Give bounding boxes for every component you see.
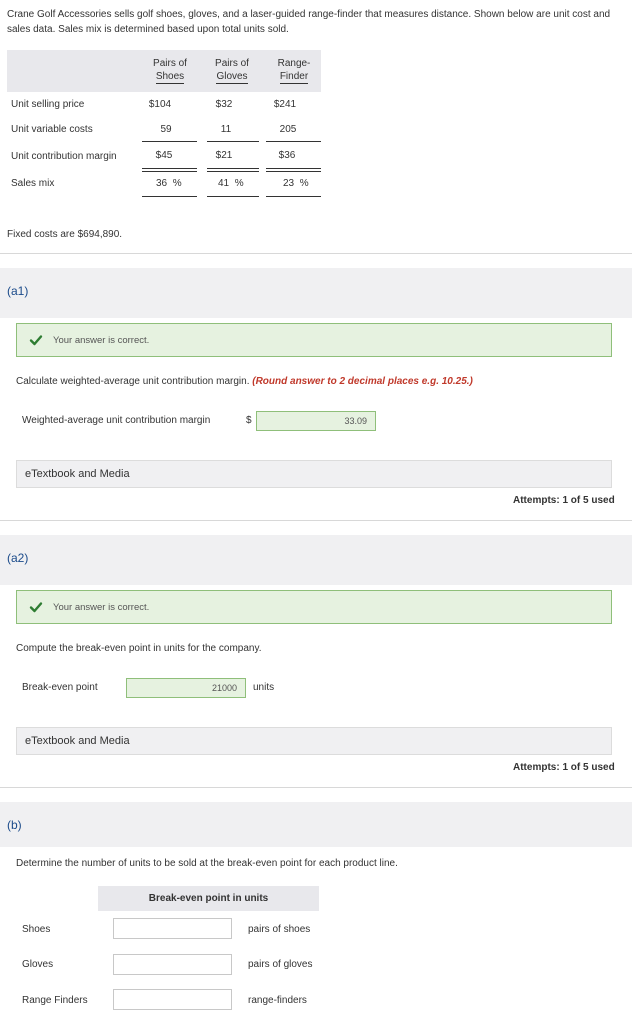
- divider-b-top: [0, 787, 632, 788]
- row-label-price: Unit selling price: [11, 99, 85, 110]
- row-label-mix: Sales mix: [11, 178, 55, 189]
- cell-var-rangefinder: 205: [279, 124, 297, 135]
- cell-mix-shoes: 36 %: [156, 178, 182, 189]
- prompt-a2: Compute the break-even point in units for the company.: [16, 643, 262, 654]
- cell-price-rangefinder: $241: [273, 99, 297, 110]
- divider-a2-top: [0, 520, 632, 521]
- row-label-range-finders: Range Finders: [22, 995, 88, 1006]
- cell-var-shoes: 59: [160, 124, 172, 135]
- underline-var-gloves: [207, 141, 259, 142]
- cell-cm-gloves: $21: [215, 150, 233, 161]
- underline-var-rangefinder: [266, 141, 321, 142]
- correct-message-a2: Your answer is correct.: [53, 602, 150, 613]
- double-rule-cm-shoes: [142, 168, 197, 172]
- attempts-a1: Attempts: 1 of 5 used: [513, 495, 615, 506]
- etextbook-link-a1[interactable]: eTextbook and Media: [16, 460, 612, 488]
- row-label-variable: Unit variable costs: [11, 124, 93, 135]
- fixed-costs-text: Fixed costs are $694,890.: [7, 229, 123, 240]
- section-label-a1: (a1): [7, 284, 29, 298]
- col-header-gloves: Pairs of Gloves: [215, 58, 249, 82]
- divider-a1-top: [0, 253, 632, 254]
- col-header-range-finder: Range- Finder: [277, 58, 311, 82]
- cell-price-gloves: $32: [215, 99, 233, 110]
- correct-banner-a1: [16, 323, 612, 357]
- cell-price-shoes: $104: [148, 99, 172, 110]
- cell-cm-shoes: $45: [155, 150, 173, 161]
- prompt-b: Determine the number of units to be sold at the break-even point for each product line.: [16, 858, 398, 869]
- row-label-cm: Unit contribution margin: [11, 151, 117, 162]
- field-label-wacm: Weighted-average unit contribution margin: [22, 415, 211, 426]
- row-label-shoes: Shoes: [22, 924, 51, 935]
- section-label-a2: (a2): [7, 551, 29, 565]
- bep-input[interactable]: 21000: [126, 678, 246, 698]
- gloves-input[interactable]: [113, 954, 232, 975]
- double-rule-cm-gloves: [207, 168, 259, 172]
- cell-var-gloves: 11: [220, 124, 232, 135]
- check-icon: [29, 600, 43, 614]
- shoes-input[interactable]: [113, 918, 232, 939]
- bep-unit: units: [253, 682, 275, 693]
- etextbook-link-a2[interactable]: eTextbook and Media: [16, 727, 612, 755]
- range-finders-input[interactable]: [113, 989, 232, 1010]
- cell-mix-gloves: 41 %: [218, 178, 244, 189]
- underline-mix-rangefinder: [266, 196, 321, 197]
- section-label-b: (b): [7, 818, 22, 832]
- currency-symbol: $: [246, 415, 252, 426]
- correct-banner-a2: [16, 590, 612, 624]
- col-header-shoes: Pairs of Shoes: [153, 58, 187, 82]
- field-label-bep: Break-even point: [22, 682, 98, 693]
- underline-mix-shoes: [142, 196, 197, 197]
- cell-cm-rangefinder: $36: [278, 150, 296, 161]
- check-icon: [29, 333, 43, 347]
- attempts-a2: Attempts: 1 of 5 used: [513, 762, 615, 773]
- correct-message-a1: Your answer is correct.: [53, 335, 150, 346]
- prompt-a1: Calculate weighted-average unit contribution margin. (Round answer to 2 decimal places e.g. 10.25.): [16, 376, 473, 387]
- row-label-gloves: Gloves: [22, 959, 54, 970]
- bep-units-header: Break-even point in units: [98, 886, 319, 911]
- problem-intro: Crane Golf Accessories sells golf shoes, gloves, and a laser-guided range-finder that measures distance. Shown below are unit cost and sales data. Sales mix is determined based upon total units sold.: [7, 9, 611, 35]
- underline-var-shoes: [142, 141, 197, 142]
- section-b-band: [0, 802, 632, 847]
- section-a1-band: [0, 268, 632, 318]
- section-a2-band: [0, 535, 632, 585]
- double-rule-cm-rangefinder: [266, 168, 321, 172]
- range-finders-unit: range-finders: [248, 995, 307, 1006]
- underline-mix-gloves: [207, 196, 259, 197]
- wacm-input[interactable]: 33.09: [256, 411, 376, 431]
- gloves-unit: pairs of gloves: [248, 959, 313, 970]
- shoes-unit: pairs of shoes: [248, 924, 311, 935]
- cell-mix-rangefinder: 23 %: [283, 178, 309, 189]
